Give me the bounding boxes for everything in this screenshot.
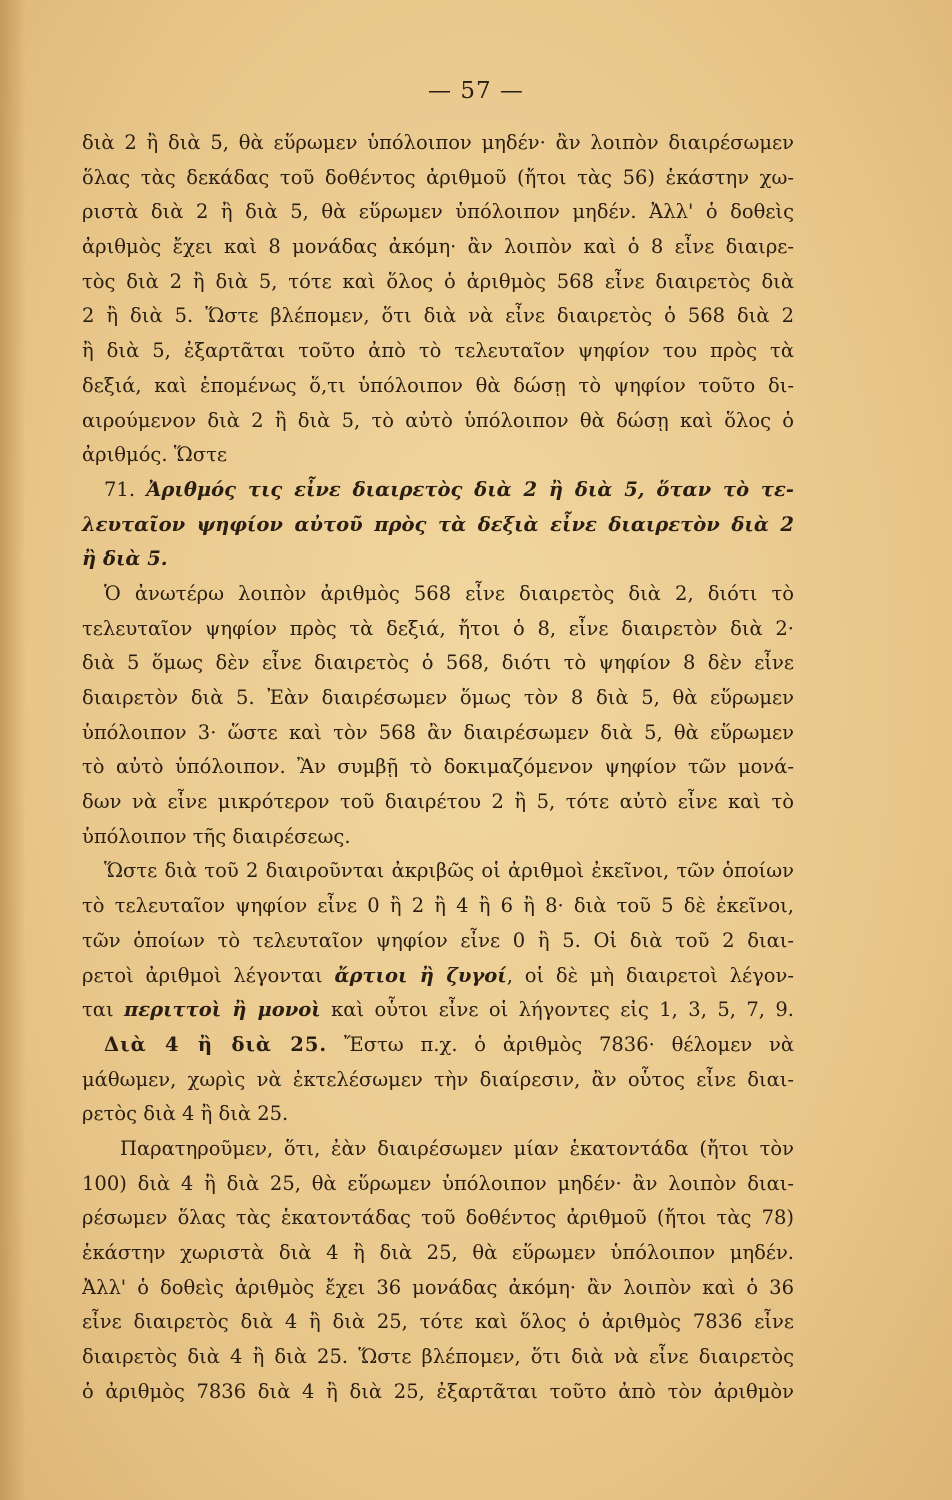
text-line: αιρούμενον διὰ 2 ἢ διὰ 5, τὸ αὐτὸ ὑπόλοιπον θὰ δώσῃ καὶ ὅλος ὁ [82,408,794,432]
text-line: τῶν ὁποίων τὸ τελευταῖον ψηφίον εἶνε 0 ἢ 5. Οἱ διὰ τοῦ 2 διαι- [82,928,794,952]
text-segment: ται [82,998,125,1022]
text-segment: Ἔστω π.χ. ὁ ἀριθμὸς 7836· θέλομεν νὰ [327,1032,794,1056]
text-line: ὑπόλοιπον τῆς διαιρέσεως. [82,824,351,848]
text-line: Ὁ ἀνωτέρω λοιπὸν ἀριθμὸς 568 εἶνε διαιρετὸς διὰ 2, διότι τὸ [104,581,794,605]
text-segment: καὶ οὗτοι εἶνε οἱ λήγοντες εἰς 1, 3, 5, 7, 9. [320,998,794,1022]
text-line: ὑπόλοιπον 3· ὥστε καὶ τὸν 568 ἂν διαιρέσωμεν διὰ 5, θὰ εὕρωμεν [82,720,794,744]
text-line: ρετὸς διὰ 4 ἢ διὰ 25. [82,1102,289,1126]
section-heading: Διὰ 4 ἢ διὰ 25. [104,1032,328,1056]
text-line: Ἀλλ' ὁ δοθεὶς ἀριθμὸς ἔχει 36 μονάδας ἀκόμη· ἂν λοιπὸν καὶ ὁ 36 [82,1275,794,1299]
text-line: διὰ 2 ἢ διὰ 5, θὰ εὕρωμεν ὑπόλοιπον μηδέν· ἂν λοιπὸν διαιρέσωμεν [82,131,794,154]
text-line: διὰ 5 ὅμως δὲν εἶνε διαιρετὸς ὁ 568, διότι τὸ ψηφίον 8 δὲν εἶνε [82,651,794,675]
text-line: τὸ τελευταῖον ψηφίον εἶνε 0 ἢ 2 ἢ 4 ἢ 6 ἢ 8· διὰ τοῦ 5 δὲ ἐκεῖνοι, [82,894,794,918]
text-line: ρέσωμεν ὅλας τὰς ἑκατοντάδας τοῦ δοθέντος ἀριθμοῦ (ἤτοι τὰς 78) [82,1206,794,1230]
text-segment: ρετοὶ ἀριθμοὶ λέγονται [82,963,335,987]
rule-text: ἢ διὰ 5. [82,547,168,571]
text-line: Παρατηροῦμεν, ὅτι, ἐὰν διαιρέσωμεν μίαν ἑκατοντάδα (ἤτοι τὸν [120,1136,794,1160]
rule-71-line [82,473,794,508]
text-line: Ὥστε διὰ τοῦ 2 διαιροῦνται ἀκριβῶς οἱ ἀριθμοὶ ἐκεῖνοι, τῶν ὁποίων [104,859,794,883]
rule-text: λευταῖον ψηφίον αὐτοῦ πρὸς τὰ δεξιὰ εἶνε διαιρετὸν διὰ 2 [82,512,794,536]
term-odd: περιττοὶ ἢ μονοὶ [124,998,321,1022]
text-line: δων νὰ εἶνε μικρότερον τοῦ διαιρέτου 2 ἢ 5, τότε αὐτὸ εἶνε καὶ τὸ [82,790,794,814]
text-line: ἑκάστην χωριστὰ διὰ 4 ἢ διὰ 25, θὰ εὕρωμεν ὑπόλοιπον μηδέν. [82,1241,794,1264]
section-heading-line [82,1028,794,1063]
page-number: — 57 — [428,78,524,104]
text-line: ἀριθμός. Ὥστε [82,443,227,467]
text-line: τὸ αὐτὸ ὑπόλοιπον. Ἂν συμβῇ τὸ δοκιμαζόμενον ψηφίον τῶν μονά- [82,755,794,779]
text-line: διαιρετὸς διὰ 4 ἢ διὰ 25. Ὥστε βλέπομεν, ὅτι διὰ νὰ εἶνε διαιρετὸς [82,1345,794,1369]
rule-number: 71. [104,477,136,501]
text-line: ὁ ἀριθμὸς 7836 διὰ 4 ἢ διὰ 25, ἐξαρτᾶται τοῦτο ἀπὸ τὸν ἀριθμὸν [82,1379,794,1403]
term-even: ἄρτιοι ἢ ζυγοί [334,963,507,987]
text-line: ριστὰ διὰ 2 ἢ διὰ 5, θὰ εὕρωμεν ὑπόλοιπον μηδέν. Ἀλλ' ὁ δοθεὶς [82,200,794,224]
text-line [82,993,794,1028]
text-line: τελευταῖον ψηφίον πρὸς τὰ δεξιά, ἤτοι ὁ 8, εἶνε διαιρετὸν διὰ 2· [82,616,794,640]
text-line: ἀριθμὸς ἔχει καὶ 8 μονάδας ἀκόμη· ἂν λοιπὸν καὶ ὁ 8 εἶνε διαιρε- [82,235,794,259]
text-segment: , οἱ δὲ μὴ διαιρετοὶ λέγον- [506,963,794,987]
text-line: ὅλας τὰς δεκάδας τοῦ δοθέντος ἀριθμοῦ (ἤτοι τὰς 56) ἑκάστην χω- [82,165,794,189]
text-line: διαιρετὸν διὰ 5. Ἐὰν διαιρέσωμεν ὅμως τὸν 8 διὰ 5, θὰ εὕρωμεν [82,686,794,709]
text-line [82,959,794,994]
rule-text: Ἀριθμός τις εἶνε διαιρετὸς διὰ 2 ἢ διὰ 5, ὅταν τὸ τε- [146,477,794,501]
text-line: μάθωμεν, χωρὶς νὰ ἐκτελέσωμεν τὴν διαίρεσιν, ἂν οὗτος εἶνε διαι- [82,1067,794,1091]
text-line: δεξιά, καὶ ἑπομένως ὅ,τι ὑπόλοιπον θὰ δώσῃ τὸ ψηφίον τοῦτο δι- [82,373,794,397]
text-line: τὸς διὰ 2 ἢ διὰ 5, τότε καὶ ὅλος ὁ ἀριθμὸς 568 εἶνε διαιρετὸς διὰ [82,269,794,293]
text-line: εἶνε διαιρετὸς διὰ 4 ἢ διὰ 25, τότε καὶ ὅλος ὁ ἀριθμὸς 7836 εἶνε [82,1310,794,1334]
text-line: ἢ διὰ 5, ἐξαρτᾶται τοῦτο ἀπὸ τὸ τελευταῖον ψηφίον του πρὸς τὰ [82,339,794,363]
text-line: 100) διὰ 4 ἢ διὰ 25, θὰ εὕρωμεν ὑπόλοιπον μηδέν· ἂν λοιπὸν διαι- [82,1171,794,1195]
text-line: 2 ἢ διὰ 5. Ὥστε βλέπομεν, ὅτι διὰ νὰ εἶνε διαιρετὸς ὁ 568 διὰ 2 [82,304,794,328]
page-text [82,126,794,1409]
